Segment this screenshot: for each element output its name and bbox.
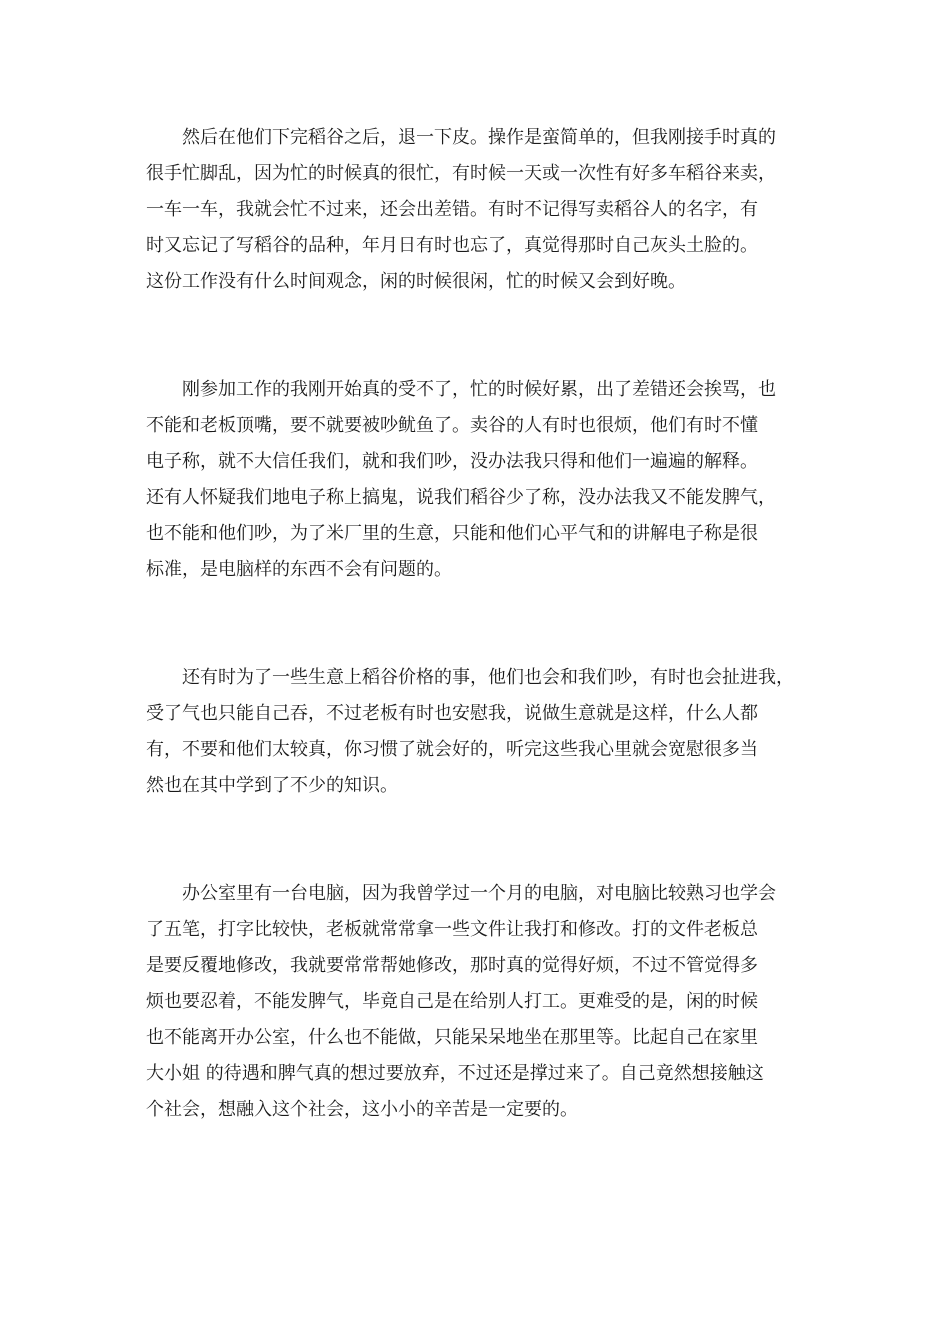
paragraph-4 [146,876,826,1128]
paragraph-line: 大小姐 的待遇和脾气真的想过要放弃，不过还是撑过来了。自己竟然想接触这 [146,1063,764,1084]
paragraph-line: 很手忙脚乱，因为忙的时候真的很忙，有时候一天或一次性有好多车稻谷来卖， [146,163,776,184]
paragraph-line: 不能和老板顶嘴，要不就要被吵鱿鱼了。卖谷的人有时也很烦，他们有时不懂 [146,415,758,436]
paragraph-1 [146,120,826,300]
paragraph-line: 还有人怀疑我们地电子称上搞鬼，说我们稻谷少了称，没办法我又不能发脾气， [146,487,776,508]
paragraph-line: 然也在其中学到了不少的知识。 [146,775,398,796]
paragraph-line: 时又忘记了写稻谷的品种，年月日有时也忘了，真觉得那时自己灰头土脸的。 [146,235,758,256]
paragraph-line: 也不能和他们吵，为了米厂里的生意，只能和他们心平气和的讲解电子称是很 [146,523,758,544]
paragraph-line: 电子称，就不大信任我们，就和我们吵，没办法我只得和他们一遍遍的解释。 [146,451,758,472]
paragraph-line: 受了气也只能自己吞，不过老板有时也安慰我，说做生意就是这样，什么人都 [146,703,758,724]
paragraph-line: 是要反覆地修改，我就要常常帮她修改，那时真的觉得好烦，不过不管觉得多 [146,955,758,976]
paragraph-3 [146,660,826,804]
paragraph-2 [146,372,826,588]
paragraph-line: 标准，是电脑样的东西不会有问题的。 [146,559,452,580]
paragraph-line: 办公室里有一台电脑，因为我曾学过一个月的电脑，对电脑比较熟习也学会 [146,883,776,904]
paragraph-line: 个社会，想融入这个社会，这小小的辛苦是一定要的。 [146,1099,578,1120]
paragraph-line: 也不能离开办公室，什么也不能做，只能呆呆地坐在那里等。比起自己在家里 [146,1027,758,1048]
paragraph-line: 烦也要忍着，不能发脾气，毕竟自己是在给别人打工。更难受的是，闲的时候 [146,991,758,1012]
paragraph-line: 一车一车，我就会忙不过来，还会出差错。有时不记得写卖稻谷人的名字，有 [146,199,758,220]
paragraph-line: 然后在他们下完稻谷之后，退一下皮。操作是蛮简单的，但我刚接手时真的 [146,127,776,148]
paragraph-line: 还有时为了一些生意上稻谷价格的事，他们也会和我们吵，有时也会扯进我， [146,667,794,688]
paragraph-line: 这份工作没有什么时间观念，闲的时候很闲，忙的时候又会到好晚。 [146,271,686,292]
paragraph-line: 刚参加工作的我刚开始真的受不了，忙的时候好累，出了差错还会挨骂，也 [146,379,776,400]
paragraph-line: 有，不要和他们太较真，你习惯了就会好的，听完这些我心里就会宽慰很多当 [146,739,758,760]
paragraph-line: 了五笔，打字比较快，老板就常常拿一些文件让我打和修改。打的文件老板总 [146,919,758,940]
